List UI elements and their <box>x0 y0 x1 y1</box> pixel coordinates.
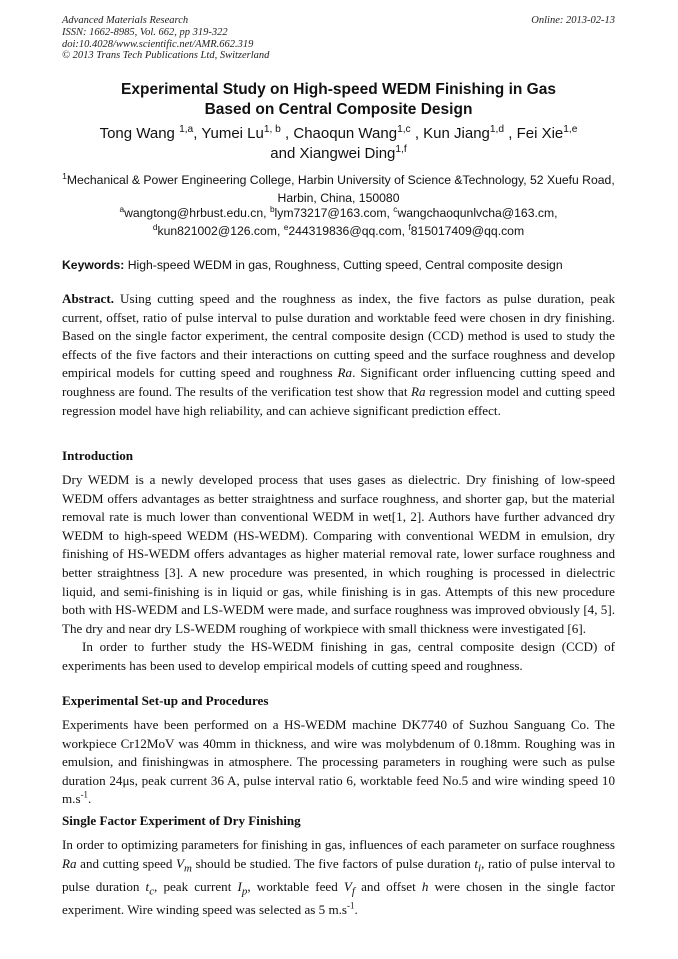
sf-ti-sub: i <box>478 862 482 875</box>
email-link[interactable]: lym73217@163.com <box>274 206 387 220</box>
author-sup: 1, b <box>263 124 281 135</box>
section-heading-single-factor: Single Factor Experiment of Dry Finishing <box>62 813 301 828</box>
abstract-ra: Ra <box>337 365 353 381</box>
single-factor-body <box>62 836 615 920</box>
sf-h: h <box>421 878 429 894</box>
online-date: Online: 2013-02-13 <box>531 15 615 26</box>
copyright: © 2013 Trans Tech Publications Ltd, Switzerland <box>62 50 270 62</box>
sf-text: should be studied. The five factors of pulse duration <box>191 855 475 871</box>
abstract-text: . Significant order influencing cutting speed and roughness are found. The results of the verification test show that <box>62 365 615 399</box>
setup-body <box>62 716 615 809</box>
sf-sup: -1 <box>347 900 355 911</box>
sf-text: , ratio of pulse interval to pulse duration <box>62 855 615 894</box>
sf-text: were chosen in the single factor experiment. Wire winding speed was selected as 5 m.s <box>62 878 615 917</box>
title-line-1: Experimental Study on High-speed WEDM Finishing in Gas <box>121 81 556 98</box>
email-sup: e <box>283 221 289 232</box>
author-list: Tong Wang $^{1,a}$, Yumei Lu$^{1, b}$ , Chaoqun Wang$^{1,c}$ , Kun Jiang$^{1,d}$ , Fei Xie$^{1,e}$ and Xiangwei Ding$^{1,f}$ <box>99 124 578 162</box>
keywords <box>62 257 615 273</box>
sf-text: , worktable feed <box>247 878 344 894</box>
introduction-body <box>62 471 615 676</box>
sf-tc-sub: c <box>149 885 155 898</box>
paper-title <box>62 80 615 120</box>
sf-ti: t <box>474 855 479 871</box>
email-link[interactable]: 244319836@qq.com <box>288 223 402 238</box>
email-sup: b <box>269 203 275 214</box>
email-sup: f <box>408 221 411 232</box>
affiliation-text: Mechanical & Power Engineering College, Harbin University of Science &Technology, 52 Xuefu Road, Harbin, China, 150080 <box>66 173 615 205</box>
abstract-text: regression model and cutting speed regression model have high reliability, and can achieve significant prediction effect. <box>62 383 615 418</box>
sf-ra: Ra <box>62 855 77 871</box>
doi: doi:10.4028/www.scientific.net/AMR.662.319 <box>62 38 254 50</box>
setup-text: . <box>87 791 92 807</box>
keywords-text: High-speed WEDM in gas, Roughness, Cutting speed, Central composite design <box>127 258 563 272</box>
email-sup: d <box>152 221 158 232</box>
author-name: Fei Xie <box>516 125 564 142</box>
author-sup: 1,a <box>179 124 194 135</box>
sf-text: and offset <box>354 878 422 894</box>
abstract-ra: Ra <box>411 383 426 399</box>
intro-paragraph-1: Dry WEDM is a newly developed process that uses gases as dielectric. Dry finishing of low-speed WEDM offers advantages as better straightness and surface roughness, and shorter gap, but the material removal rate is much lower than conventional WEDM in wet[1, 2]. Authors have further advanced dry WEDM to high-speed WEDM (HS-WEDM). Comparing with conventional WEDM in emulsion, dry finishing of HS-WEDM offers advantages as higher material removal rate, lower surface roughness and better straightness [3]. A new procedure was presented, in which roughing is processed in dielectric liquid, and semi-finishing is in liquid or gas, while finishing is in gas. Attempts of this new procedure both with HS-WEDM and LS-WEDM were made, and surface roughness was improved obviously [4, 5]. The dry and near dry LS-WEDM roughing of workpiece with small thickness were investigated [6]. <box>62 472 615 636</box>
sf-ip-sub: p <box>241 885 248 898</box>
sf-vf-sub: f <box>351 885 355 898</box>
email-link[interactable]: wangchaoqunlvcha@163.cm <box>397 206 555 220</box>
email-sup: c <box>393 203 398 214</box>
setup-text: Experiments have been performed on a HS-WEDM machine DK7740 of Suzhou Sanguang Co. The workpiece Cr12MoV was 40mm in thickness, and wire was molybdenum of 0.18mm. Roughing was in emulsion, and finishingwas in atmosphere. The processing parameters in roughing were such as pulse duration 24μs, peak current 36 A, pulse interval ratio 6, worktable feed No.5 and wire winding speed 10 m.s <box>62 717 615 807</box>
email-list: $^a$wangtong@hrbust.edu.cn, $^b$lym73217@163.com, $^c$wangchaoqunlvcha@163.cm, $^d$kun821002@126.com, $^e$244319836@qq.com, $^f$815017409@qq.com <box>119 203 558 238</box>
author-name: Xiangwei Ding <box>299 145 396 162</box>
author-name: Tong Wang <box>99 125 175 142</box>
email-link[interactable]: kun821002@126.com <box>157 223 277 238</box>
title-line-2: Based on Central Composite Design <box>204 101 473 118</box>
email-link[interactable]: wangtong@hrbust.edu.cn <box>124 206 264 220</box>
sf-ip: I <box>237 878 242 894</box>
sf-vm: V <box>175 855 184 871</box>
author-name: Kun Jiang <box>423 125 490 142</box>
author-name: Yumei Lu <box>201 125 264 142</box>
section-heading-introduction: Introduction <box>62 448 134 463</box>
author-sup: 1,d <box>489 124 505 135</box>
journal-name: Advanced Materials Research <box>62 15 189 26</box>
author-sup: 1,f <box>395 144 407 155</box>
sf-text: . <box>354 902 358 917</box>
author-sup: 1,c <box>397 124 411 135</box>
email-sup: a <box>119 203 125 214</box>
intro-paragraph-2: In order to further study the HS-WEDM finishing in gas, central composite design (CCD) of experiments has been used to develop empirical models of cutting speed and roughness. <box>62 639 615 673</box>
sf-tc: t <box>145 878 150 894</box>
setup-sup: -1 <box>80 790 88 801</box>
keywords-label: Keywords: <box>62 258 125 272</box>
publication-meta <box>62 15 615 62</box>
sf-text: , peak current <box>154 878 238 894</box>
abstract <box>62 290 615 420</box>
author-name: Chaoqun Wang <box>293 125 398 142</box>
email-link[interactable]: 815017409@qq.com <box>410 223 525 238</box>
sf-vm-sub: m <box>183 862 192 875</box>
affiliation <box>62 171 615 207</box>
sf-text: and cutting speed <box>76 855 176 871</box>
section-heading-setup: Experimental Set-up and Procedures <box>62 693 269 708</box>
author-sup: 1,e <box>563 124 578 135</box>
issn: ISSN: 1662-8985, Vol. 662, pp 319-322 <box>62 26 228 38</box>
abstract-text: Using cutting speed and the roughness as index, the five factors as pulse duration, peak current, offset, ratio of pulse interval to pulse duration and worktable feed were chosen in dry finishing. Based on the single factor experiment, the central composite design (CCD) method is used to study the effects of the five factors and their interactions on cutting speed and the surface roughness and develop empirical models for cutting speed and roughness <box>62 291 615 381</box>
sf-vf: V <box>343 878 352 894</box>
affiliation-sup: 1 <box>62 170 67 181</box>
abstract-label: Abstract. <box>62 291 114 306</box>
sf-text: In order to optimizing parameters for finishing in gas, influences of each parameter on surface roughness <box>62 837 615 852</box>
